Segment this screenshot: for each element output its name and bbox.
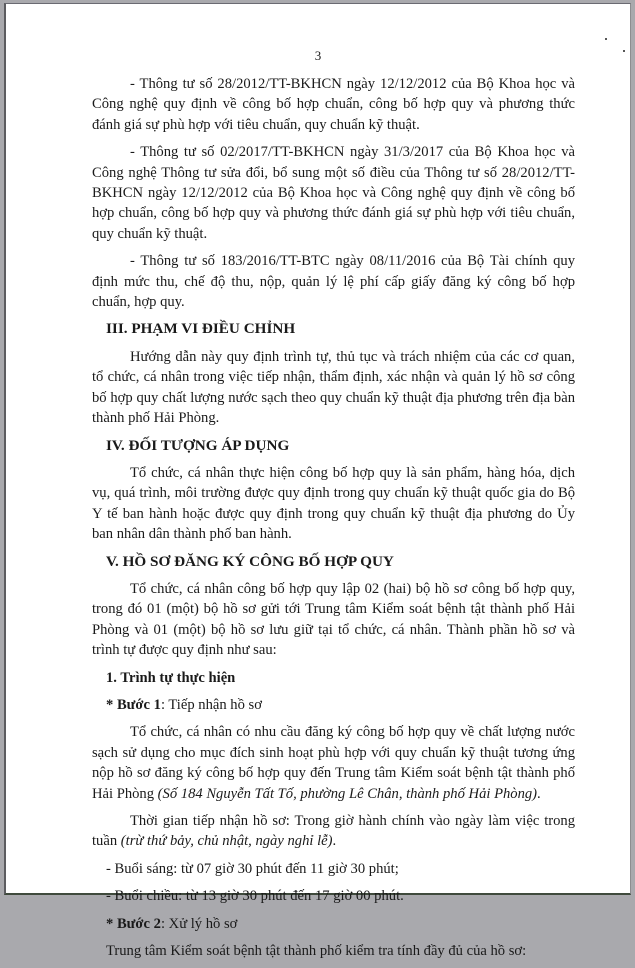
step-1-body-text: Tổ chức, cá nhân có nhu cầu đăng ký công bố hợp quy về chất lượng nước sạch sử dụng cho mục đích sinh hoạt phù hợp với quy chuẩn kỹ thuật tương ứng nộp hồ sơ đăng ký công bố hợp quy đến Trung tâm Kiểm soát bệnh tật thành phố Hải Phòng [92, 724, 575, 802]
section-heading-registration-dossier: V. HỒ SƠ ĐĂNG KÝ CÔNG BỐ HỢP QUY [106, 552, 394, 570]
section-scope-body: Hướng dẫn này quy định trình tự, thủ tục và trách nhiệm của các cơ quan, tổ chức, cá nhân trong việc tiếp nhận, thẩm định, xác nhận và quản lý hồ sơ công bố hợp quy chất lượng nước sạch theo quy chuẩn kỹ thuật địa phương trên địa bàn thành phố Hải Phòng. [92, 348, 575, 427]
step-2-title: : Xử lý hồ sơ [160, 915, 238, 932]
page-number: 3 [314, 48, 322, 63]
reception-time-text: Thời gian tiếp nhận hồ sơ: Trong giờ hành chính vào ngày làm việc trong tuần [92, 813, 575, 850]
morning-hours: - Buổi sáng: từ 07 giờ 30 phút đến 11 giờ 30 phút; [106, 860, 399, 877]
document-body [92, 74, 575, 968]
step-1-label: * Bước 1 [106, 696, 161, 713]
reception-time-end: . [332, 833, 337, 850]
step-1-title: : Tiếp nhận hồ sơ [160, 696, 262, 713]
afternoon-hours: - Buổi chiều: từ 13 giờ 30 phút đến 17 giờ 00 phút. [106, 888, 404, 905]
scan-speck [605, 38, 607, 40]
reception-time-note: (trừ thứ bảy, chủ nhật, ngày nghỉ lễ) [120, 833, 333, 850]
step-2-heading [106, 914, 575, 934]
subheading-procedure: 1. Trình tự thực hiện [106, 669, 236, 686]
document-page [4, 3, 631, 960]
step-1-heading [106, 695, 575, 715]
section-heading-applicable-subjects: IV. ĐỐI TƯỢNG ÁP DỤNG [106, 436, 290, 454]
scan-speck [623, 50, 625, 52]
section-applicable-subjects-body: Tổ chức, cá nhân thực hiện công bố hợp quy là sản phẩm, hàng hóa, dịch vụ, quá trình, môi trường được quy định trong quy chuẩn kỹ thuật quốc gia do Bộ Y tế ban hành hoặc được quy định trong quy chuẩn kỹ thuật địa phương do Ủy ban nhân dân thành phố ban hành. [92, 464, 575, 543]
section-heading-scope: III. PHẠM VI ĐIỀU CHỈNH [106, 320, 296, 338]
reference-circular-183-2016: - Thông tư số 183/2016/TT-BTC ngày 08/11/2016 của Bộ Tài chính quy định mức thu, chế độ thu, nộp, quản lý lệ phí cấp giấy đăng ký công bố hợp chuẩn, hợp quy. [92, 253, 575, 311]
step-2-body: Trung tâm Kiểm soát bệnh tật thành phố kiểm tra tính đầy đủ của hồ sơ: [106, 943, 527, 960]
section-registration-dossier-body: Tổ chức, cá nhân công bố hợp quy lập 02 (hai) bộ hồ sơ công bố hợp quy, trong đó 01 (một) bộ hồ sơ gửi tới Trung tâm Kiểm soát bệnh tật thành phố Hải Phòng và 01 (một) bộ hồ sơ lưu giữ tại tổ chức, cá nhân. Thành phần hồ sơ và trình tự được quy định như sau: [92, 580, 575, 659]
step-2-label: * Bước 2 [106, 915, 161, 932]
step-1-address-end: . [537, 785, 541, 802]
step-1-reception-time [92, 811, 575, 852]
reference-circular-28-2012: - Thông tư số 28/2012/TT-BKHCN ngày 12/12/2012 của Bộ Khoa học và Công nghệ quy định về công bố hợp chuẩn, công bố hợp quy và phương thức đánh giá sự phù hợp với tiêu chuẩn, quy chuẩn kỹ thuật. [92, 76, 575, 133]
step-1-address: (Số 184 Nguyễn Tất Tố, phường Lê Chân, thành phố Hải Phòng) [157, 785, 538, 802]
step-1-body [92, 722, 575, 804]
reference-circular-02-2017: - Thông tư số 02/2017/TT-BKHCN ngày 31/3/2017 của Bộ Khoa học và Công nghệ Thông tư sửa đổi, bổ sung một số điều của Thông tư số 28/2012/TT-BKHCN ngày 12/12/2012 của Bộ Khoa học và Công nghệ quy định về công bố hợp chuẩn, công bố hợp quy và phương thức đánh giá sự phù hợp với tiêu chuẩn, quy chuẩn kỹ thuật. [92, 144, 575, 242]
